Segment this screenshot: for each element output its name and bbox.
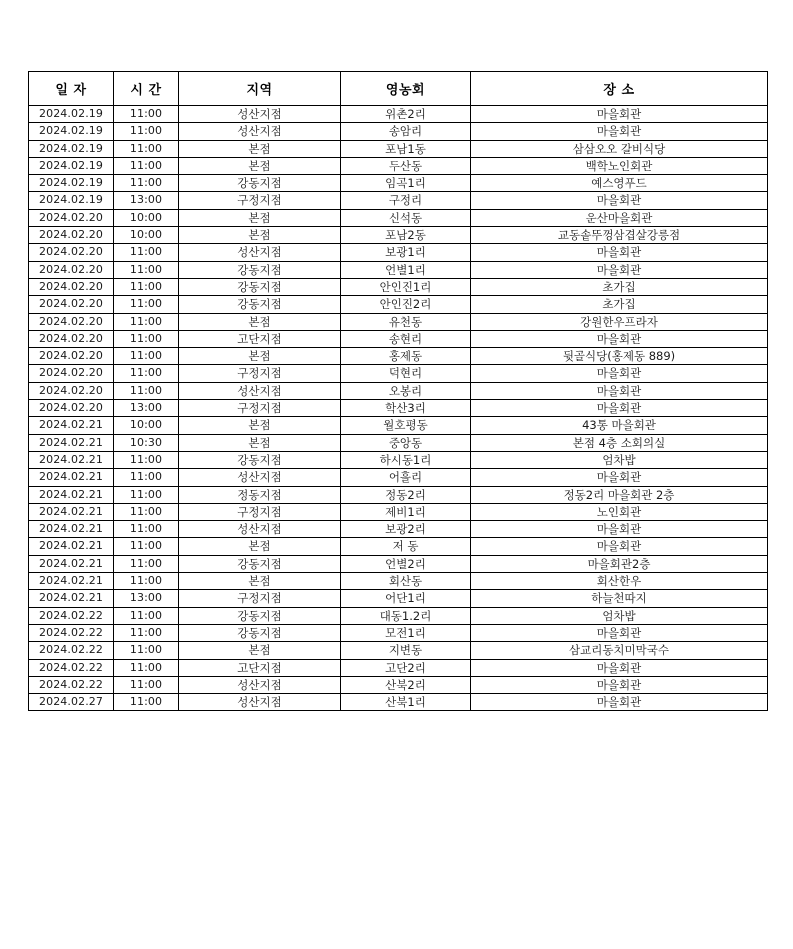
- cell-place: 마을회관: [471, 624, 768, 641]
- cell-group: 포남1동: [341, 140, 471, 157]
- cell-group: 오봉리: [341, 382, 471, 399]
- cell-place: 교동솥뚜껑삼겹살강릉점: [471, 227, 768, 244]
- cell-time: 11:00: [114, 244, 179, 261]
- cell-time: 11:00: [114, 348, 179, 365]
- cell-time: 11:00: [114, 140, 179, 157]
- cell-place: 하늘천따지: [471, 590, 768, 607]
- cell-group: 안인진1리: [341, 278, 471, 295]
- cell-place: 초가집: [471, 296, 768, 313]
- cell-time: 13:00: [114, 192, 179, 209]
- column-header-place: 장 소: [471, 72, 768, 106]
- cell-group: 두산동: [341, 157, 471, 174]
- cell-place: 마을회관: [471, 694, 768, 711]
- cell-place: 마을회관: [471, 521, 768, 538]
- cell-group: 중앙동: [341, 434, 471, 451]
- cell-date: 2024.02.21: [29, 521, 114, 538]
- cell-time: 11:00: [114, 175, 179, 192]
- cell-date: 2024.02.22: [29, 676, 114, 693]
- table-row: [29, 157, 768, 174]
- cell-date: 2024.02.19: [29, 157, 114, 174]
- table-row: [29, 106, 768, 123]
- table-row: [29, 123, 768, 140]
- table-row: [29, 348, 768, 365]
- cell-area: 정동지점: [179, 486, 341, 503]
- cell-area: 구정지점: [179, 503, 341, 520]
- table-row: [29, 365, 768, 382]
- cell-time: 11:00: [114, 330, 179, 347]
- cell-group: 송암리: [341, 123, 471, 140]
- table-row: [29, 694, 768, 711]
- cell-area: 본점: [179, 573, 341, 590]
- cell-time: 11:00: [114, 538, 179, 555]
- cell-group: 언별1리: [341, 261, 471, 278]
- cell-time: 11:00: [114, 382, 179, 399]
- table-row: [29, 244, 768, 261]
- table-header: [29, 72, 768, 106]
- cell-date: 2024.02.20: [29, 365, 114, 382]
- cell-area: 강동지점: [179, 261, 341, 278]
- cell-time: 11:00: [114, 521, 179, 538]
- cell-time: 11:00: [114, 451, 179, 468]
- column-header-date: 일 자: [29, 72, 114, 106]
- cell-date: 2024.02.21: [29, 503, 114, 520]
- cell-date: 2024.02.20: [29, 330, 114, 347]
- cell-area: 고단지점: [179, 330, 341, 347]
- table-row: [29, 417, 768, 434]
- table-row: [29, 140, 768, 157]
- cell-place: 마을회관: [471, 538, 768, 555]
- cell-place: 마을회관2층: [471, 555, 768, 572]
- cell-area: 본점: [179, 227, 341, 244]
- cell-group: 어단1리: [341, 590, 471, 607]
- cell-place: 백학노인회관: [471, 157, 768, 174]
- cell-area: 성산지점: [179, 469, 341, 486]
- cell-area: 본점: [179, 417, 341, 434]
- table-row: [29, 434, 768, 451]
- table-row: [29, 313, 768, 330]
- table-row: [29, 192, 768, 209]
- cell-area: 강동지점: [179, 296, 341, 313]
- table-row: [29, 227, 768, 244]
- schedule-table: [28, 71, 768, 711]
- cell-place: 본점 4층 소회의실: [471, 434, 768, 451]
- cell-time: 11:00: [114, 365, 179, 382]
- cell-place: 43통 마을회관: [471, 417, 768, 434]
- cell-time: 11:00: [114, 676, 179, 693]
- table-row: [29, 607, 768, 624]
- cell-date: 2024.02.21: [29, 486, 114, 503]
- table-row: [29, 451, 768, 468]
- column-header-area: 지역: [179, 72, 341, 106]
- cell-place: 마을회관: [471, 106, 768, 123]
- table-body: [29, 106, 768, 711]
- table-row: [29, 486, 768, 503]
- cell-time: 11:00: [114, 469, 179, 486]
- cell-place: 마을회관: [471, 123, 768, 140]
- cell-area: 성산지점: [179, 694, 341, 711]
- cell-group: 홍제동: [341, 348, 471, 365]
- cell-place: 마을회관: [471, 400, 768, 417]
- cell-place: 정동2리 마을회관 2층: [471, 486, 768, 503]
- cell-group: 회산동: [341, 573, 471, 590]
- cell-date: 2024.02.19: [29, 140, 114, 157]
- cell-place: 삼교리동치미막국수: [471, 642, 768, 659]
- table-row: [29, 521, 768, 538]
- cell-area: 성산지점: [179, 244, 341, 261]
- cell-time: 11:00: [114, 503, 179, 520]
- table-row: [29, 555, 768, 572]
- cell-group: 산북2리: [341, 676, 471, 693]
- cell-group: 저 동: [341, 538, 471, 555]
- cell-date: 2024.02.21: [29, 538, 114, 555]
- cell-area: 본점: [179, 140, 341, 157]
- cell-group: 포남2동: [341, 227, 471, 244]
- table-row: [29, 296, 768, 313]
- cell-date: 2024.02.20: [29, 382, 114, 399]
- cell-area: 강동지점: [179, 451, 341, 468]
- cell-date: 2024.02.19: [29, 192, 114, 209]
- cell-area: 본점: [179, 642, 341, 659]
- cell-time: 11:00: [114, 296, 179, 313]
- schedule-table-container: [28, 71, 767, 711]
- table-header-row: [29, 72, 768, 106]
- cell-date: 2024.02.27: [29, 694, 114, 711]
- cell-time: 11:00: [114, 694, 179, 711]
- cell-date: 2024.02.21: [29, 417, 114, 434]
- cell-place: 엄차밥: [471, 451, 768, 468]
- cell-time: 11:00: [114, 278, 179, 295]
- cell-group: 임곡1리: [341, 175, 471, 192]
- cell-area: 강동지점: [179, 607, 341, 624]
- cell-time: 11:00: [114, 555, 179, 572]
- cell-place: 마을회관: [471, 365, 768, 382]
- table-row: [29, 382, 768, 399]
- cell-group: 유천동: [341, 313, 471, 330]
- cell-time: 11:00: [114, 157, 179, 174]
- cell-group: 정동2리: [341, 486, 471, 503]
- cell-group: 학산3리: [341, 400, 471, 417]
- table-row: [29, 538, 768, 555]
- cell-place: 노인회관: [471, 503, 768, 520]
- cell-area: 본점: [179, 434, 341, 451]
- cell-date: 2024.02.21: [29, 469, 114, 486]
- cell-group: 보광1리: [341, 244, 471, 261]
- table-row: [29, 175, 768, 192]
- cell-time: 10:00: [114, 417, 179, 434]
- cell-time: 13:00: [114, 400, 179, 417]
- cell-group: 대동1.2리: [341, 607, 471, 624]
- cell-place: 운산마을회관: [471, 209, 768, 226]
- cell-date: 2024.02.20: [29, 400, 114, 417]
- cell-date: 2024.02.21: [29, 451, 114, 468]
- cell-group: 안인진2리: [341, 296, 471, 313]
- cell-area: 강동지점: [179, 278, 341, 295]
- cell-area: 강동지점: [179, 555, 341, 572]
- cell-date: 2024.02.21: [29, 434, 114, 451]
- cell-area: 성산지점: [179, 123, 341, 140]
- cell-date: 2024.02.19: [29, 106, 114, 123]
- cell-time: 13:00: [114, 590, 179, 607]
- table-row: [29, 261, 768, 278]
- cell-place: 뒷골식당(홍제동 889): [471, 348, 768, 365]
- cell-group: 언별2리: [341, 555, 471, 572]
- cell-group: 하시동1리: [341, 451, 471, 468]
- cell-group: 보광2리: [341, 521, 471, 538]
- cell-place: 회산한우: [471, 573, 768, 590]
- table-row: [29, 469, 768, 486]
- cell-group: 모전1리: [341, 624, 471, 641]
- cell-date: 2024.02.19: [29, 175, 114, 192]
- cell-date: 2024.02.20: [29, 313, 114, 330]
- column-header-group: 영농회: [341, 72, 471, 106]
- cell-date: 2024.02.21: [29, 590, 114, 607]
- cell-group: 덕현리: [341, 365, 471, 382]
- cell-place: 삼삼오오 갈비식당: [471, 140, 768, 157]
- cell-area: 구정지점: [179, 400, 341, 417]
- cell-place: 초가집: [471, 278, 768, 295]
- cell-time: 10:00: [114, 209, 179, 226]
- cell-group: 구정리: [341, 192, 471, 209]
- cell-place: 마을회관: [471, 659, 768, 676]
- cell-place: 마을회관: [471, 261, 768, 278]
- cell-place: 마을회관: [471, 330, 768, 347]
- cell-area: 성산지점: [179, 382, 341, 399]
- cell-area: 성산지점: [179, 106, 341, 123]
- cell-group: 어흘리: [341, 469, 471, 486]
- cell-area: 성산지점: [179, 521, 341, 538]
- cell-date: 2024.02.20: [29, 209, 114, 226]
- cell-area: 본점: [179, 313, 341, 330]
- cell-area: 성산지점: [179, 676, 341, 693]
- cell-date: 2024.02.22: [29, 642, 114, 659]
- cell-group: 지변동: [341, 642, 471, 659]
- column-header-time: 시 간: [114, 72, 179, 106]
- cell-group: 제비1리: [341, 503, 471, 520]
- table-row: [29, 659, 768, 676]
- cell-date: 2024.02.22: [29, 624, 114, 641]
- cell-date: 2024.02.20: [29, 244, 114, 261]
- cell-date: 2024.02.20: [29, 348, 114, 365]
- cell-time: 11:00: [114, 261, 179, 278]
- table-row: [29, 503, 768, 520]
- cell-area: 고단지점: [179, 659, 341, 676]
- table-row: [29, 676, 768, 693]
- cell-date: 2024.02.22: [29, 659, 114, 676]
- cell-date: 2024.02.19: [29, 123, 114, 140]
- cell-time: 11:00: [114, 123, 179, 140]
- cell-date: 2024.02.20: [29, 227, 114, 244]
- cell-group: 신석동: [341, 209, 471, 226]
- cell-time: 11:00: [114, 607, 179, 624]
- table-row: [29, 624, 768, 641]
- cell-group: 위촌2리: [341, 106, 471, 123]
- cell-group: 고단2리: [341, 659, 471, 676]
- cell-time: 11:00: [114, 659, 179, 676]
- cell-date: 2024.02.20: [29, 296, 114, 313]
- cell-area: 본점: [179, 209, 341, 226]
- cell-time: 10:30: [114, 434, 179, 451]
- cell-place: 강원한우프라자: [471, 313, 768, 330]
- table-row: [29, 278, 768, 295]
- cell-area: 본점: [179, 538, 341, 555]
- cell-place: 마을회관: [471, 382, 768, 399]
- cell-time: 11:00: [114, 642, 179, 659]
- table-row: [29, 642, 768, 659]
- cell-place: 엄차밥: [471, 607, 768, 624]
- cell-place: 마을회관: [471, 192, 768, 209]
- cell-group: 월호평동: [341, 417, 471, 434]
- cell-area: 강동지점: [179, 624, 341, 641]
- table-row: [29, 209, 768, 226]
- cell-date: 2024.02.20: [29, 278, 114, 295]
- cell-time: 11:00: [114, 624, 179, 641]
- cell-area: 구정지점: [179, 590, 341, 607]
- cell-time: 11:00: [114, 106, 179, 123]
- cell-area: 본점: [179, 157, 341, 174]
- table-row: [29, 330, 768, 347]
- cell-place: 마을회관: [471, 676, 768, 693]
- cell-date: 2024.02.20: [29, 261, 114, 278]
- cell-time: 10:00: [114, 227, 179, 244]
- cell-place: 예스영푸드: [471, 175, 768, 192]
- table-row: [29, 400, 768, 417]
- cell-area: 본점: [179, 348, 341, 365]
- cell-time: 11:00: [114, 313, 179, 330]
- table-row: [29, 573, 768, 590]
- table-row: [29, 590, 768, 607]
- cell-time: 11:00: [114, 486, 179, 503]
- cell-place: 마을회관: [471, 244, 768, 261]
- cell-area: 구정지점: [179, 365, 341, 382]
- cell-date: 2024.02.22: [29, 607, 114, 624]
- cell-date: 2024.02.21: [29, 555, 114, 572]
- cell-place: 마을회관: [471, 469, 768, 486]
- cell-group: 송현리: [341, 330, 471, 347]
- cell-date: 2024.02.21: [29, 573, 114, 590]
- cell-area: 강동지점: [179, 175, 341, 192]
- cell-time: 11:00: [114, 573, 179, 590]
- cell-group: 산북1리: [341, 694, 471, 711]
- cell-area: 구정지점: [179, 192, 341, 209]
